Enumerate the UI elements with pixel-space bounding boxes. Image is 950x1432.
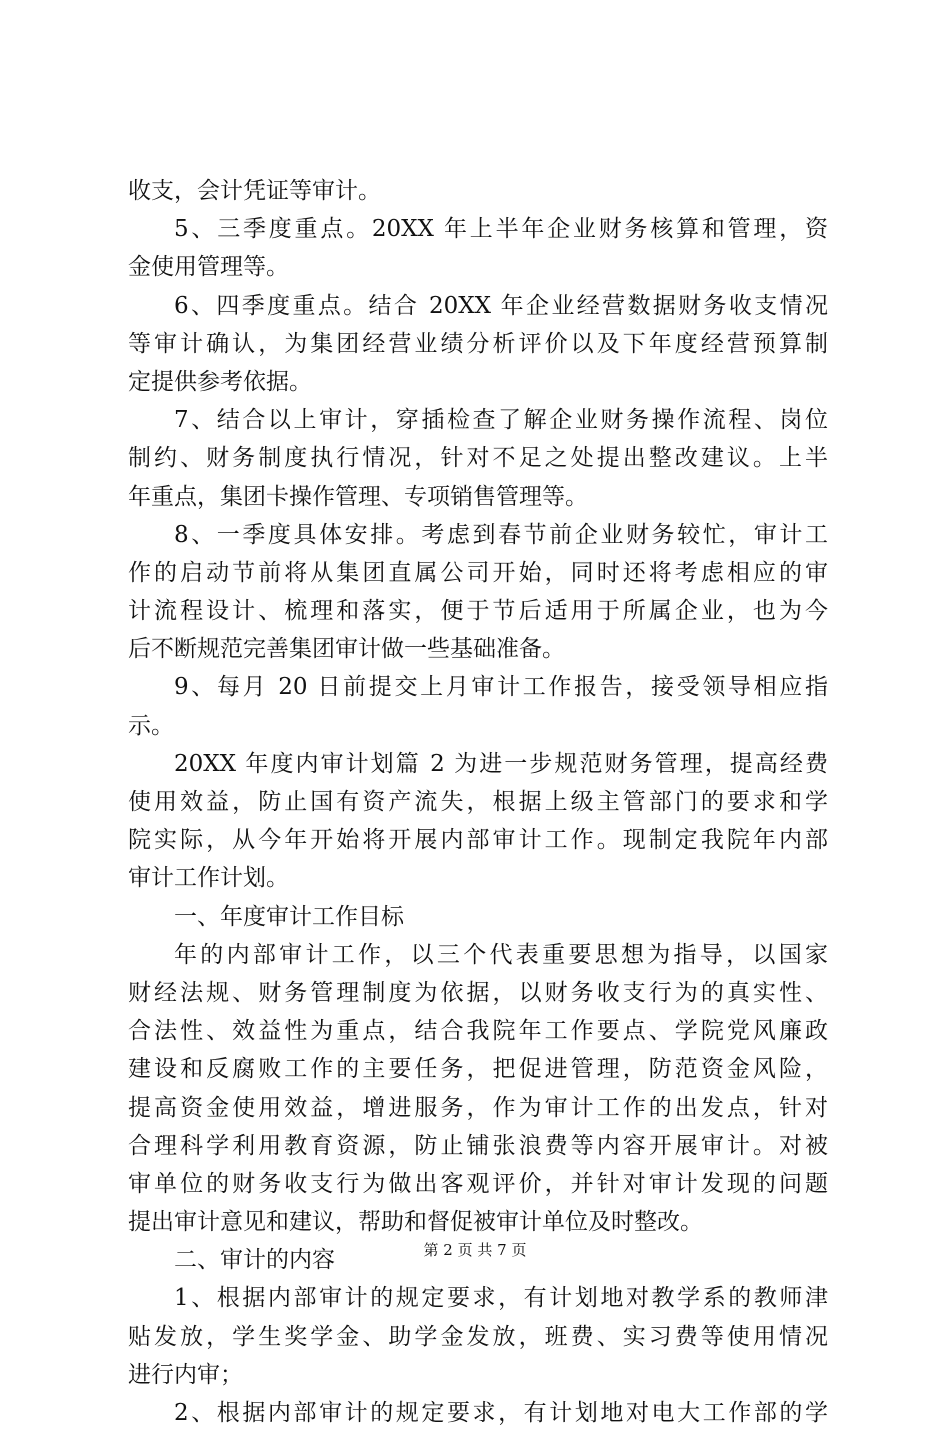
text-line: 二、审计的内容 — [174, 1247, 335, 1274]
text-line: 示。 — [128, 712, 174, 739]
text-line: 一、年度审计工作目标 — [174, 903, 404, 930]
text-line: 审计工作计划。 — [128, 865, 289, 892]
text-line: 金使用管理等。 — [128, 254, 289, 281]
page-footer: 第 2 页 共 7 页 — [423, 1241, 527, 1259]
text-line: 建设和反腐败工作的主要任务，把促进管理，防范资金风险， — [128, 1056, 828, 1083]
text-line: 2、根据内部审计的规定要求，有计划地对电大工作部的学 — [174, 1400, 828, 1426]
text-line: 5、三季度重点。20XX 年上半年企业财务核算和管理，资 — [174, 216, 828, 243]
text-line: 6、四季度重点。结合 20XX 年企业经营数据财务收支情况 — [174, 292, 828, 319]
text-line: 使用效益，防止国有资产流失，根据上级主管部门的要求和学 — [128, 789, 828, 815]
text-line: 作的启动节前将从集团直属公司开始，同时还将考虑相应的审 — [128, 559, 828, 586]
text-line: 计流程设计、梳理和落实，便于节后适用于所属企业，也为今 — [128, 598, 828, 625]
text-line: 7、结合以上审计，穿插检查了解企业财务操作流程、岗位 — [174, 407, 828, 434]
text-line: 合法性、效益性为重点，结合我院年工作要点、学院党风廉政 — [128, 1018, 828, 1045]
text-line: 收支，会计凭证等审计。 — [128, 178, 381, 204]
text-line: 提高资金使用效益，增进服务，作为审计工作的出发点，针对 — [128, 1094, 828, 1121]
text-line: 定提供参考依据。 — [128, 368, 312, 395]
text-line: 贴发放，学生奖学金、助学金发放，班费、实习费等使用情况 — [128, 1323, 828, 1350]
text-line: 院实际，从今年开始将开展内部审计工作。现制定我院年内部 — [128, 827, 828, 854]
text-line: 后不断规范完善集团审计做一些基础准备。 — [128, 636, 565, 663]
text-line: 年的内部审计工作，以三个代表重要思想为指导，以国家 — [174, 941, 828, 968]
text-line: 年重点，集团卡操作管理、专项销售管理等。 — [128, 483, 588, 510]
text-line: 制约、财务制度执行情况，针对不足之处提出整改建议。上半 — [128, 445, 828, 472]
text-line: 9、每月 20 日前提交上月审计工作报告，接受领导相应指 — [174, 674, 828, 701]
text-line: 进行内审； — [128, 1361, 243, 1388]
text-line: 审单位的财务收支行为做出客观评价，并针对审计发现的问题 — [128, 1170, 828, 1197]
text-line: 财经法规、财务管理制度为依据，以财务收支行为的真实性、 — [128, 979, 828, 1006]
text-line: 等审计确认，为集团经营业绩分析评价以及下年度经营预算制 — [128, 330, 828, 357]
text-line: 8、一季度具体安排。考虑到春节前企业财务较忙，审计工 — [174, 521, 828, 548]
text-line: 20XX 年度内审计划篇 2 为进一步规范财务管理，提高经费 — [174, 750, 828, 777]
text-line: 合理科学利用教育资源，防止铺张浪费等内容开展审计。对被 — [128, 1132, 828, 1159]
text-line: 提出审计意见和建议，帮助和督促被审计单位及时整改。 — [128, 1209, 703, 1236]
text-line: 1、根据内部审计的规定要求，有计划地对教学系的教师津 — [174, 1285, 828, 1312]
